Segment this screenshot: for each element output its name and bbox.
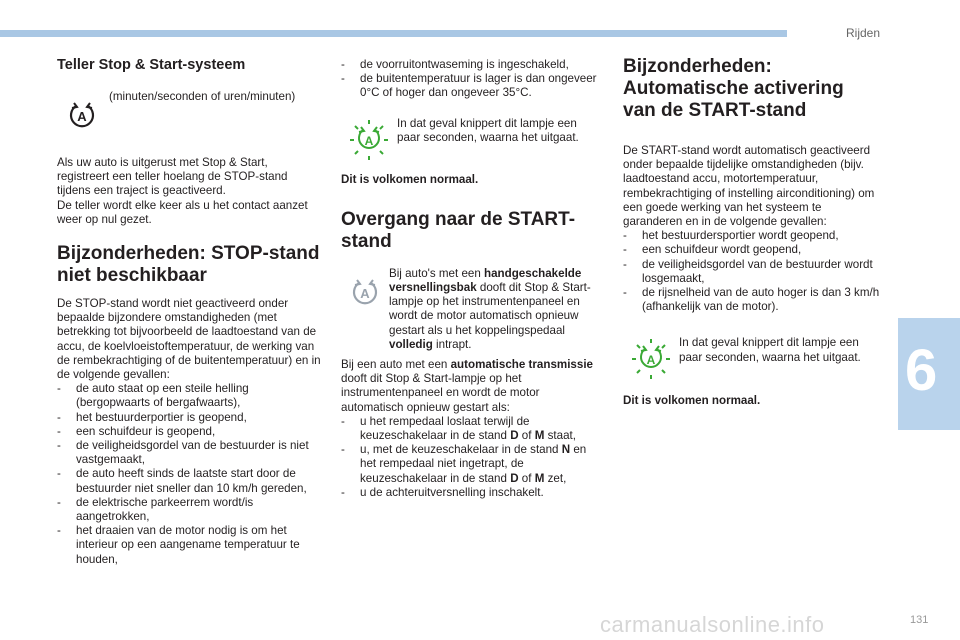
blink-row: [341, 117, 603, 163]
stop-unavailable-paragraph: De STOP-stand wordt niet geactiveerd onder bepaalde bijzondere omstandigheden (met betrekking tot bijvoorbeeld de laadtoestand van de accu, de koelvloeistoftemperatuur, de werking van de rembekrachtiging of de buitentemperatuur) en in de volgende gevallen:: [57, 297, 321, 382]
column-2: [341, 58, 603, 500]
list-item: - de buitentemperatuur is lager is dan ongeveer 0°C of hoger dan ongeveer 35°C.: [341, 72, 597, 100]
stop-start-blinking-icon: [341, 117, 397, 163]
list-item: - de voorruitontwaseming is ingeschakeld,: [341, 58, 569, 71]
list-item: - een schuifdeur wordt geopend,: [623, 243, 802, 257]
list-item: - u het rempedaal loslaat terwijl de keuzeschakelaar in de stand D of M staat,: [341, 414, 576, 443]
heading-stop-unavailable: Bijzonderheden: STOP-stand niet beschikbaar: [57, 243, 320, 287]
list-item: - de veiligheidsgordel van de bestuurder is niet vastgemaakt,: [57, 439, 309, 467]
column-1: [57, 56, 322, 567]
blink-row: [623, 336, 881, 382]
stop-conditions-list-cont: [341, 58, 603, 101]
watermark: carmanualsonline.info: [600, 612, 825, 637]
stop-start-blinking-icon: [623, 336, 679, 382]
list-item: - het draaien van de motor nodig is om het interieur op een aangename temperatuur te houden,: [57, 524, 300, 566]
heading-start-transition: Overgang naar de START-stand: [341, 208, 576, 252]
chapter-number: 6: [905, 338, 938, 403]
page-number: 131: [910, 614, 929, 626]
start-conditions-list: [623, 229, 881, 314]
svg-text:A: A: [360, 285, 370, 301]
top-bar: [0, 30, 787, 37]
list-item: - u, met de keuzeschakelaar in de stand N en het rempedaal niet ingetrapt, de keuzeschakelaar in de stand D of M zet,: [341, 443, 587, 485]
list-item: - u de achteruitversnelling inschakelt.: [341, 485, 544, 499]
stop-start-icon: [57, 96, 107, 136]
list-item: - de veiligheidsgordel van de bestuurder wordt losgemaakt,: [623, 257, 873, 285]
manual-row: [341, 267, 603, 352]
svg-text:A: A: [364, 133, 374, 148]
heading-auto-start: Bijzonderheden: Automatische activering van de START-stand: [623, 56, 844, 121]
stop-conditions-list: [57, 382, 322, 567]
blink-text: In dat geval knippert dit lampje een paar seconden, waarna het uitgaat.: [679, 336, 861, 364]
intro-text: Als uw auto is uitgerust met Stop & Start, registreert een teller hoelang de STOP-stand tijdens een traject is geactiveerd.: [57, 156, 288, 198]
unit-text: (minuten/seconden of uren/minuten): [109, 90, 296, 103]
section-label: Rijden: [846, 26, 881, 40]
reset-text: De teller wordt elke keer als u het contact aanzet weer op nul gezet.: [57, 198, 308, 226]
normal-notice: Dit is volkomen normaal.: [623, 394, 761, 408]
section-title: Teller Stop & Start-systeem: [57, 57, 246, 73]
auto-conditions-list: [341, 415, 603, 500]
stop-start-off-icon: [341, 273, 389, 313]
list-item: - een schuifdeur is geopend,: [57, 424, 216, 438]
list-item: - de elektrische parkeerrem wordt/is aangetrokken,: [57, 495, 254, 524]
list-item: - het bestuurdersportier wordt geopend,: [623, 229, 839, 243]
list-item: - de auto staat op een steile helling (bergopwaarts of bergafwaarts),: [57, 382, 249, 410]
list-item: - de rijsnelheid van de auto hoger is dan 3 km/h (afhankelijk van de motor).: [623, 286, 880, 314]
column-3: [623, 56, 881, 409]
svg-text:A: A: [77, 109, 87, 124]
blink-text: In dat geval knippert dit lampje een paar seconden, waarna het uitgaat.: [397, 116, 579, 144]
normal-notice: Dit is volkomen normaal.: [341, 172, 479, 186]
manual-text: Bij auto's met een handgeschakelde versnellingsbak dooft dit Stop & Start-lampje op het instrumentenpaneel en wordt de motor automatisch opnieuw gestart als u het koppelingspedaal volledig intrapt.: [389, 266, 591, 351]
list-item: - de auto heeft sinds de laatste start door de bestuurder niet sneller dan 10 km/h gereden,: [57, 467, 307, 495]
auto-text: Bij een auto met een automatische transmissie dooft dit Stop & Start-lampje op het instrumentenpaneel en wordt de motor automatisch opnieuw gestart als:: [341, 358, 593, 414]
timer-row: [57, 90, 322, 136]
svg-text:A: A: [646, 353, 656, 368]
auto-start-paragraph: De START-stand wordt automatisch geactiveerd onder bepaalde tijdelijke omstandigheden (bijv. laadtoestand accu, motortemperatuur, rembekrachtiging of instelling airconditioning) om een goede werking van het systeem te garanderen en in de volgende gevallen:: [623, 144, 875, 229]
list-item: - het bestuurderportier is geopend,: [57, 410, 247, 424]
